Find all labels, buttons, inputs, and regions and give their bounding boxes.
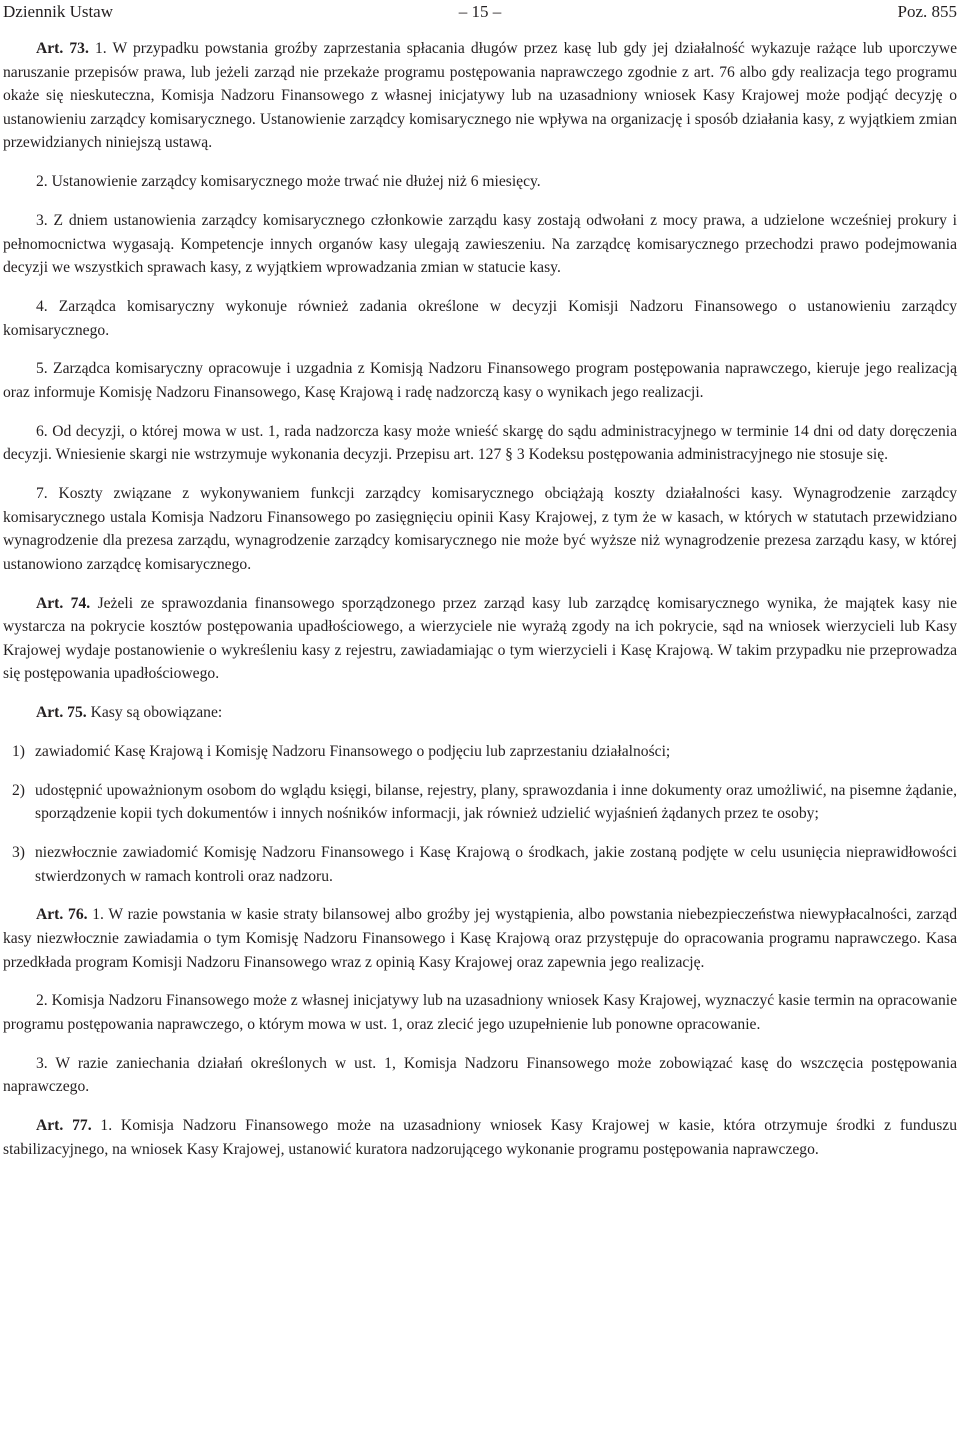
article-73-paragraph-7: 7. Koszty związane z wykonywaniem funkcji zarządcy komisarycznego obciążają koszty działalności kasy. Wynagrodzenie zarządcy komisarycznego ustala Komisja Nadzoru Finansowego po zasięgnięciu opinii Kasy Krajowej, z tym że w kasach, w których w statutach przewidziano wynagrodzenie dla prezesa zarządu, wynagrodzenie zarządcy komisarycznego nie może być wyższe niż wynagrodzenie prezesa zarządu kasy, w której ustanowiono zarządcę komisarycznego. (3, 485, 957, 573)
list-item (3, 740, 957, 764)
article-74-paragraph (3, 592, 957, 686)
article-73-paragraph-1 (3, 37, 957, 155)
list-item (3, 841, 957, 888)
list-item-number: 3) (12, 844, 25, 862)
article-73-paragraph-3: 3. Z dniem ustanowienia zarządcy komisarycznego członkowie zarządu kasy zostają odwołani z mocy prawa, a udzielone wcześniej prokury i pełnomocnictwa wygasają. Kompetencje innych organów kasy ulegają zawieszeniu. Na zarządcę komisarycznego przechodzi prawo podejmowania decyzji we wszystkich sprawach kasy, z wyjątkiem wprowadzania zmian w statucie kasy. (3, 211, 957, 277)
list-item-text: udostępnić upoważnionym osobom do wglądu księgi, bilanse, rejestry, plany, sprawozdania i inne dokumenty oraz umożliwić, na pisemne żądanie, sporządzenie kopii tych dokumentów i innych nośników informacji, jak również udzielić wyjaśnień żądanych przez te osoby; (35, 781, 957, 823)
article-76-paragraph-3: 3. W razie zaniechania działań określonych w ust. 1, Komisja Nadzoru Finansowego może zobowiązać kasę do wszczęcia postępowania naprawczego. (3, 1054, 957, 1096)
list-item-text: niezwłocznie zawiadomić Komisję Nadzoru Finansowego i Kasę Krajową o środkach, jakie zostaną podjęte w celu usunięcia nieprawidłowości stwierdzonych w ramach kontroli oraz nadzoru. (35, 844, 957, 885)
article-75-list (3, 740, 957, 888)
article-75-intro (3, 701, 957, 725)
article-number: Art. 74. (36, 594, 91, 612)
article-73-paragraph-4: 4. Zarządca komisaryczny wykonuje również zadania określone w decyzji Komisji Nadzoru Finansowego o ustanowieniu zarządcy komisarycznego. (3, 297, 957, 339)
article-76-paragraph-1 (3, 903, 957, 974)
article-number: Art. 75. (36, 704, 87, 722)
article-73-paragraph-5: 5. Zarządca komisaryczny opracowuje i uzgadnia z Komisją Nadzoru Finansowego program postępowania naprawczego, kieruje jego realizacją oraz informuje Komisję Nadzoru Finansowego, Kasę Krajową i radę nadzorczą kasy o wynikach jego realizacji. (3, 360, 957, 401)
paragraph-text: 1. W razie powstania w kasie straty bilansowej albo groźby jej wystąpienia, albo powstania niebezpieczeństwa niewypłacalności, zarząd kasy niezwłocznie zawiadamia o tym Komisję Nadzoru Finansowego i Kasę Krajową oraz przystępuje do opracowania programu naprawczego. Kasa przedkłada program Komisji Nadzoru Finansowego wraz z opinią Kasy Krajowej oraz zapewnia jego realizację. (3, 906, 957, 971)
document-body (3, 37, 957, 1161)
list-item-text: zawiadomić Kasę Krajową i Komisję Nadzoru Finansowego o podjęciu lub zaprzestaniu działalności; (35, 742, 671, 760)
list-item-number: 1) (12, 742, 25, 760)
journal-title: Dziennik Ustaw (3, 2, 114, 21)
paragraph-text: Kasy są obowiązane: (86, 704, 223, 722)
list-item (3, 779, 957, 826)
paragraph-text: 1. Komisja Nadzoru Finansowego może na uzasadniony wniosek Kasy Krajowej w kasie, która otrzymuje środki z funduszu stabilizacyjnego, na wniosek Kasy Krajowej, ustanowić kuratora nadzorującego wykonanie programu postępowania naprawczego. (3, 1117, 957, 1158)
article-77-paragraph-1 (3, 1114, 957, 1161)
document-page (3, 0, 957, 1177)
paragraph-text: 1. W przypadku powstania groźby zaprzestania spłacania długów przez kasę lub gdy jej działalność wykazuje rażące lub uporczywe naruszanie przepisów prawa, lub jeżeli zarząd nie przekaże programu postępowania naprawczego zgodnie z art. 76 albo gdy realizacja tego programu okaże się nieskuteczna, Komisja Nadzoru Finansowego z własnej inicjatywy lub na uzasadniony wniosek Kasy Krajowej może podjąć decyzję o ustanowieniu zarządcy komisarycznego. Ustanowienie zarządcy komisarycznego nie wpływa na organizację i sposób działania kasy, z wyjątkiem zmian przewidzianych niniejszą ustawą. (3, 40, 958, 152)
article-number: Art. 73. (36, 40, 89, 57)
page-number: – 15 – (458, 2, 502, 21)
article-76-paragraph-2: 2. Komisja Nadzoru Finansowego może z własnej inicjatywy lub na uzasadniony wniosek Kasy Krajowej, wyznaczyć kasie termin na opracowanie programu postępowania naprawczego, o którym mowa w ust. 1, oraz zlecić jego uzupełnienie lub ponowne opracowanie. (3, 992, 957, 1034)
list-item-number: 2) (12, 781, 25, 799)
article-number: Art. 77. (36, 1117, 92, 1135)
article-73-paragraph-2: 2. Ustanowienie zarządcy komisarycznego może trwać nie dłużej niż 6 miesięcy. (36, 173, 541, 191)
article-number: Art. 76. (36, 906, 88, 924)
page-header (3, 0, 957, 23)
position-number: Poz. 855 (897, 2, 957, 21)
article-73-paragraph-6: 6. Od decyzji, o której mowa w ust. 1, rada nadzorcza kasy może wnieść skargę do sądu administracyjnego w terminie 14 dni od daty doręczenia decyzji. Wniesienie skargi nie wstrzymuje wykonania decyzji. Przepisu art. 127 § 3 Kodeksu postępowania administracyjnego nie stosuje się. (3, 422, 957, 464)
paragraph-text: Jeżeli ze sprawozdania finansowego sporządzonego przez zarząd kasy lub zarządcę komisarycznego wynika, że majątek kasy nie wystarcza na pokrycie kosztów postępowania upadłościowego, a wierzyciele nie wyrażą zgody na ich pokrycie, sąd na wniosek wierzycieli lub Kasy Krajowej wydaje postanowienie o wykreśleniu kasy z rejestru, zawiadamiając o tym wierzycieli i Kasę Krajową. W takim przypadku nie przeprowadza się postępowania upadłościowego. (3, 594, 957, 683)
